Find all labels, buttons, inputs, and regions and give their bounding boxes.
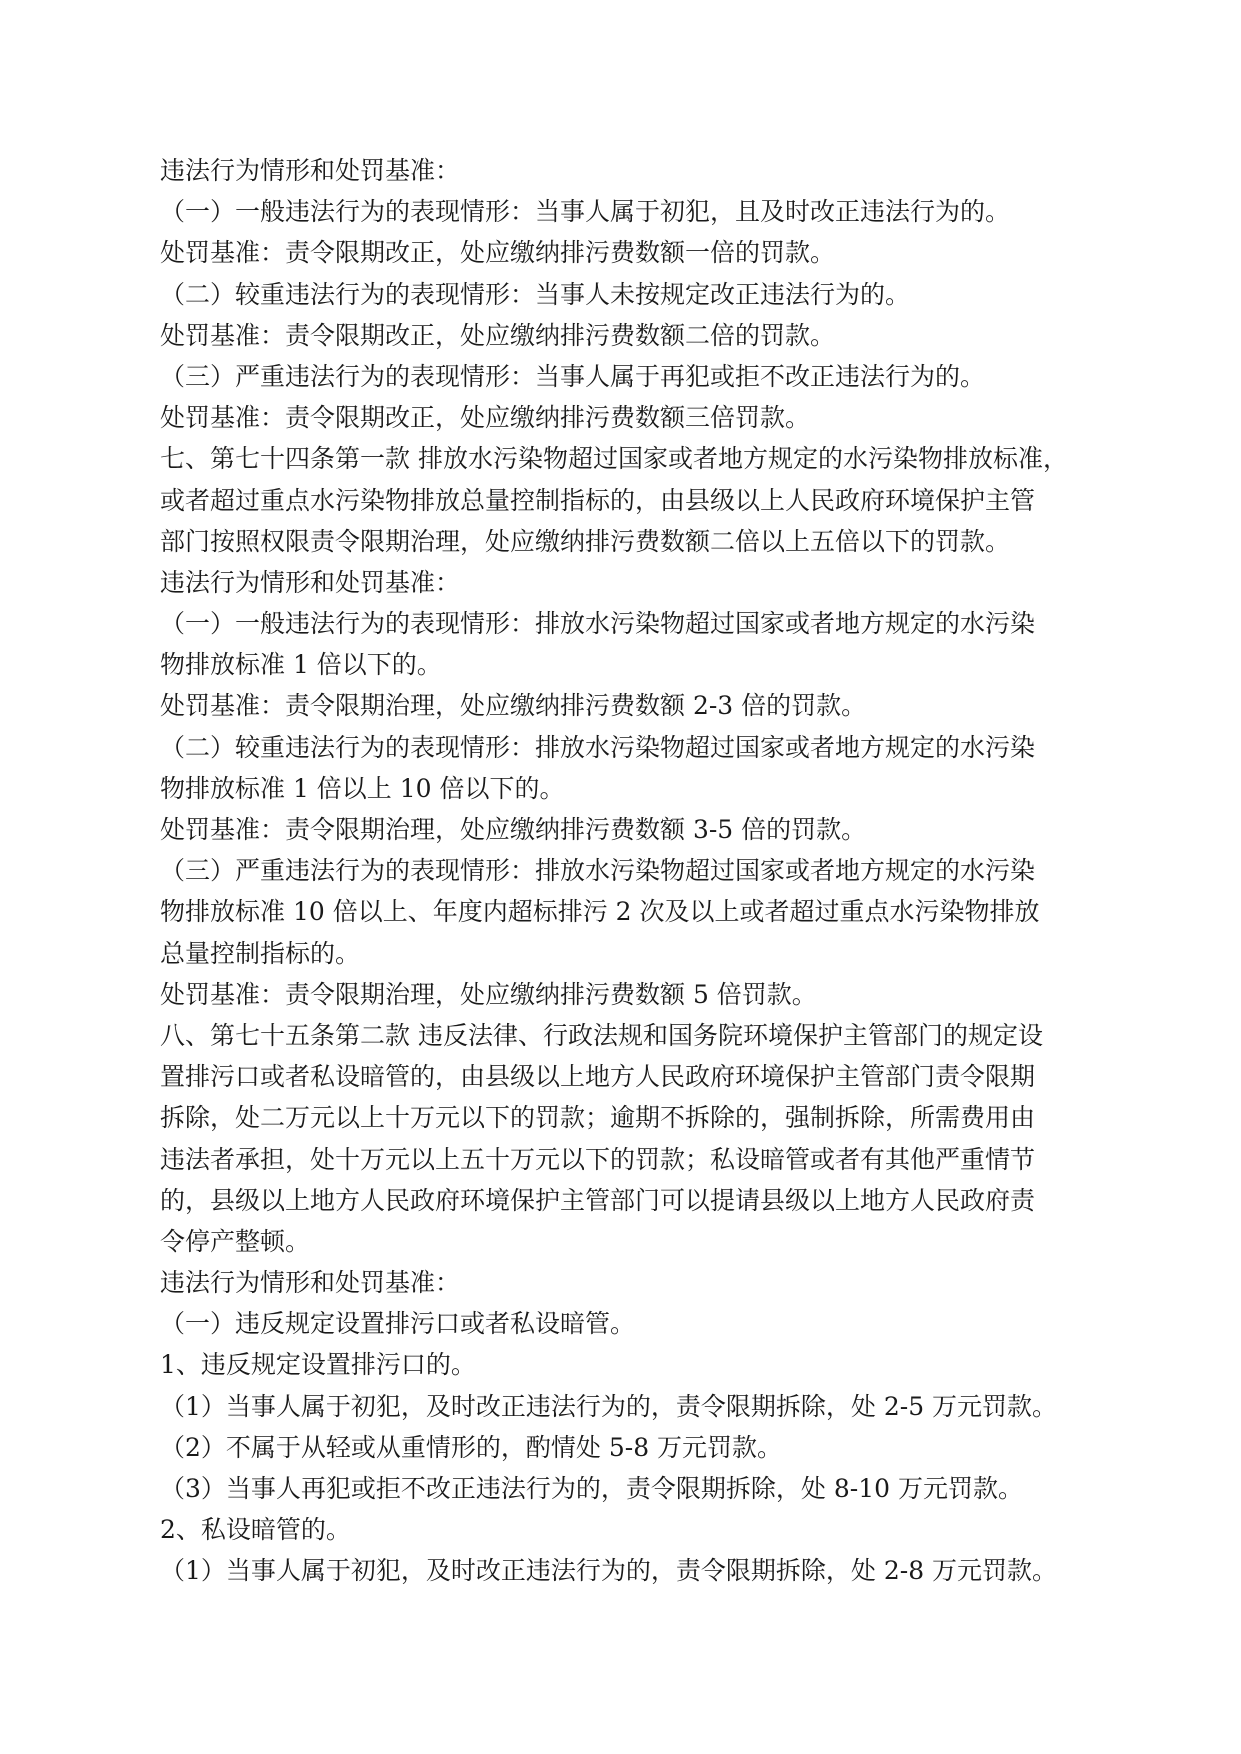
text-line: 七、第七十四条第一款 排放水污染物超过国家或者地方规定的水污染物排放标准， <box>160 444 1068 474</box>
text-line: 违法行为情形和处罚基准： <box>160 567 461 597</box>
text-line: 违法者承担，处十万元以上五十万元以下的罚款；私设暗管或者有其他严重情节 <box>160 1144 1036 1174</box>
text-line: 违法行为情形和处罚基准： <box>160 156 461 185</box>
text-line: 处罚基准：责令限期治理，处应缴纳排污费数额 2-3 倍的罚款。 <box>160 691 867 721</box>
text-line: 八、第七十五条第二款 违反法律、行政法规和国务院环境保护主管部门的规定设 <box>160 1020 1043 1050</box>
text-line: （一）一般违法行为的表现情形：当事人属于初犯，且及时改正违法行为的。 <box>160 197 1011 227</box>
text-line: （一）违反规定设置排污口或者私设暗管。 <box>160 1309 636 1339</box>
text-line: （一）一般违法行为的表现情形：排放水污染物超过国家或者地方规定的水污染 <box>160 609 1036 639</box>
text-line: 处罚基准：责令限期改正，处应缴纳排污费数额一倍的罚款。 <box>160 238 836 268</box>
text-line: （3）当事人再犯或拒不改正违法行为的，责令限期拆除，处 8-10 万元罚款。 <box>160 1474 1023 1503</box>
text-line: （三）严重违法行为的表现情形：排放水污染物超过国家或者地方规定的水污染 <box>160 856 1036 886</box>
text-line: 的，县级以上地方人民政府环境保护主管部门可以提请县级以上地方人民政府责 <box>160 1185 1036 1215</box>
text-line: （1）当事人属于初犯，及时改正违法行为的，责令限期拆除，处 2-8 万元罚款。 <box>160 1556 1058 1586</box>
text-line: 2、私设暗管的。 <box>160 1515 351 1545</box>
text-line: （1）当事人属于初犯，及时改正违法行为的，责令限期拆除，处 2-5 万元罚款。 <box>160 1391 1058 1421</box>
text-line: 物排放标准 10 倍以上、年度内超标排污 2 次及以上或者超过重点水污染物排放 <box>160 897 1040 927</box>
text-line: 令停产整顿。 <box>160 1226 311 1256</box>
text-line: （三）严重违法行为的表现情形：当事人属于再犯或拒不改正违法行为的。 <box>160 361 986 391</box>
text-line: 物排放标准 1 倍以下的。 <box>160 650 442 680</box>
text-line: 或者超过重点水污染物排放总量控制指标的，由县级以上人民政府环境保护主管 <box>160 485 1036 515</box>
text-line: 1、违反规定设置排污口的。 <box>160 1350 476 1380</box>
text-line: 置排污口或者私设暗管的，由县级以上地方人民政府环境保护主管部门责令限期 <box>160 1062 1036 1092</box>
text-line: 处罚基准：责令限期治理，处应缴纳排污费数额 3-5 倍的罚款。 <box>160 815 867 844</box>
text-line: （2）不属于从轻或从重情形的，酌情处 5-8 万元罚款。 <box>160 1432 783 1462</box>
text-line: 违法行为情形和处罚基准： <box>160 1268 461 1298</box>
text-line: 部门按照权限责令限期治理，处应缴纳排污费数额二倍以上五倍以下的罚款。 <box>160 526 1011 556</box>
text-line: 拆除，处二万元以上十万元以下的罚款；逾期不拆除的，强制拆除，所需费用由 <box>160 1103 1036 1133</box>
text-line: 总量控制指标的。 <box>160 938 361 968</box>
text-line: 处罚基准：责令限期改正，处应缴纳排污费数额二倍的罚款。 <box>160 320 836 350</box>
text-line: 物排放标准 1 倍以上 10 倍以下的。 <box>160 773 565 803</box>
text-line: （二）较重违法行为的表现情形：排放水污染物超过国家或者地方规定的水污染 <box>160 732 1036 762</box>
text-line: 处罚基准：责令限期改正，处应缴纳排污费数额三倍罚款。 <box>160 403 811 433</box>
document-body <box>160 150 1090 1592</box>
text-line: （二）较重违法行为的表现情形：当事人未按规定改正违法行为的。 <box>160 279 911 309</box>
text-line: 处罚基准：责令限期治理，处应缴纳排污费数额 5 倍罚款。 <box>160 979 817 1009</box>
